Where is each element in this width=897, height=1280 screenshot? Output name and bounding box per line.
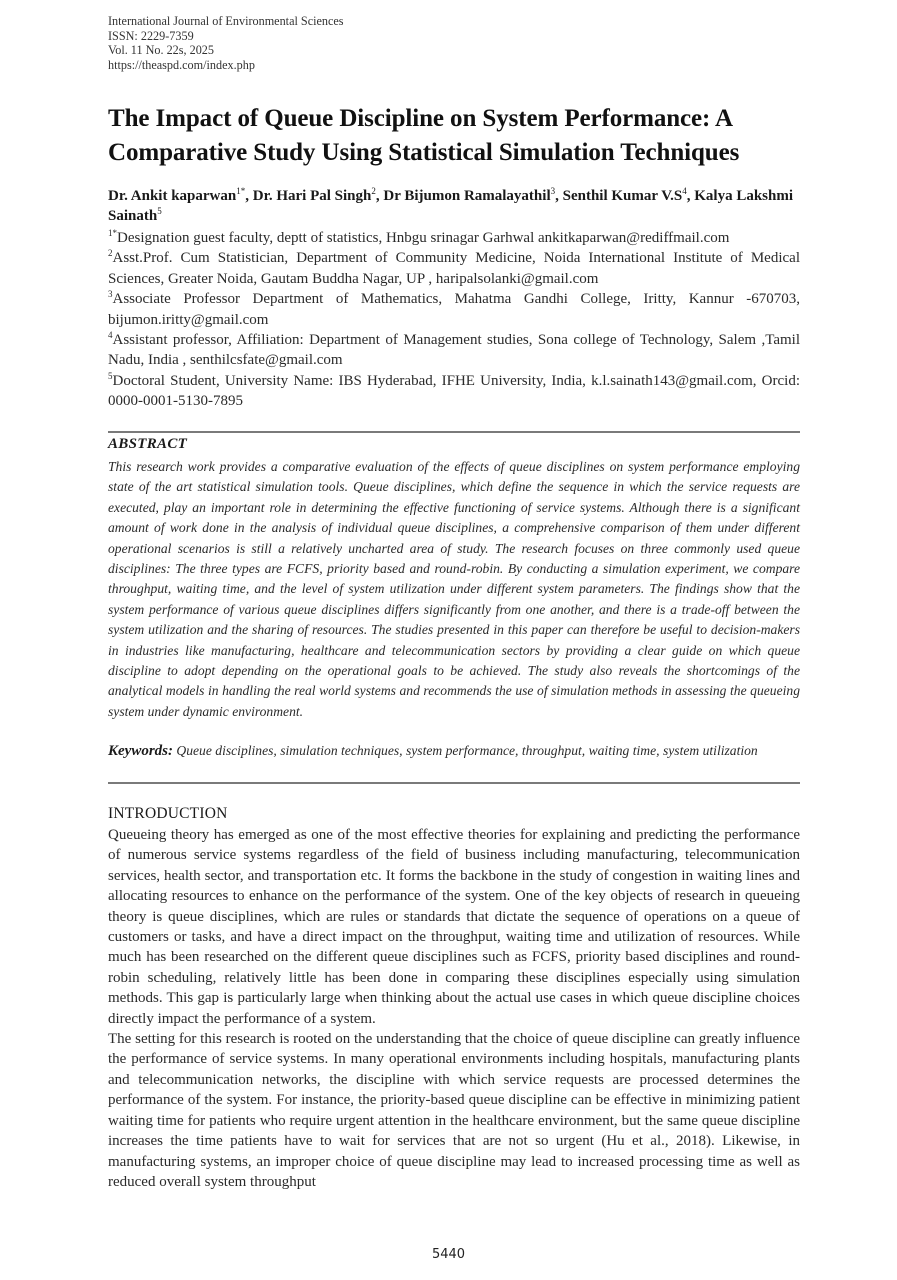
journal-volume: Vol. 11 No. 22s, 2025 bbox=[108, 43, 214, 58]
introduction-paragraph-2: The setting for this research is rooted on the understanding that the choice of queue discipline can greatly influence the performance of service systems. In many operational environments including hospitals, manufacturing plants and telecommunication networks, the discipline with which service requests are processed determines the performance of the system. For instance, the priority-based queue discipline can be effective in minimizing patient waiting time for patients who require urgent attention in the healthcare environment, but the same queue discipline increases the time patients have to wait for services that are not so urgent (Hu et al., 2018). Likewise, in manufacturing systems, an improper choice of queue discipline may lead to increased processing time as well as reduced overall system throughput bbox=[108, 1031, 800, 1190]
journal-issn: ISSN: 2229-7359 bbox=[108, 28, 194, 43]
keywords bbox=[108, 741, 800, 761]
journal-header bbox=[108, 14, 344, 72]
paper-title: The Impact of Queue Discipline on System Performance: A Comparative Study Using Statistical Simulation Techniques bbox=[108, 105, 740, 166]
journal-name: International Journal of Environmental Sciences bbox=[108, 14, 344, 28]
introduction-body bbox=[108, 825, 800, 1192]
affiliation-3: $^3$Associate Professor Department of Mathematics, Mahatma Gandhi College, Iritty, Kannur -670703, bijumon.iritty@gmail.com bbox=[108, 289, 800, 328]
author: Dr. Hari Pal Singh$^2$, bbox=[252, 186, 384, 204]
affiliation-1: $^{1*}$Designation guest faculty, deptt of statistics, Hnbgu srinagar Garhwal ankitkaparwan@rediffmail.com bbox=[108, 228, 730, 246]
author: Kalya Lakshmi Sainath$^5$ bbox=[108, 188, 794, 224]
keywords-label: Keywords: bbox=[108, 743, 173, 759]
affiliation-4: $^4$Assistant professor, Affiliation: Department of Management studies, Sona college of Technology, Salem ,Tamil Nadu, India , senthilcsfate@gmail.com bbox=[108, 330, 800, 369]
author: Senthil Kumar $V.S^4$, bbox=[562, 186, 695, 204]
affiliation-list bbox=[108, 228, 800, 412]
introduction-paragraph-1: Queueing theory has emerged as one of the most effective theories for explaining and predicting the performance of numerous service systems regardless of the field of business including manufacturing, telecommunication services, health sector, and transportation etc. It forms the backbone in the study of congestion in waiting lines and allocating resources to enhance on the performance of the system. One of the key objects of research in queueing theory is queue disciplines, which are rules or standards that dictate the sequence of operations on a queue of customers or tasks, and have a direct impact on the throughput, waiting time and utilization of resources. While much has been researched on the different queue disciplines such as FCFS, priority based disciplines and round-robin scheduling, relatively little has been done in comparing these disciplines especially using simulation methods. This gap is particularly large when thinking about the actual use cases in which queue discipline choices directly impact the performance of a system. bbox=[108, 827, 800, 1027]
journal-url[interactable]: https://theaspd.com/index.php bbox=[108, 57, 255, 72]
abstract-heading: ABSTRACT bbox=[108, 436, 188, 452]
abstract-text: This research work provides a comparative evaluation of the effects of queue disciplines on system performance employing state of the art statistical simulation tools. Queue disciplines, which define the sequence in which the service requests are executed, play an important role in determining the effective functioning of service systems. Although there is a significant amount of work done in the analysis of individual queue disciplines, a comprehensive comparison of them under different operational scenarios is still a relatively uncharted area of study. The research focuses on three commonly used queue disciplines: The three types are FCFS, priority based and round-robin. By conducting a simulation experiment, we compare throughput, waiting time, and the level of system utilization under different system parameters. The findings show that the system performance of various queue disciplines differs significantly from one another, and there is a trade-off between the system utilization and the sharing of resources. The studies presented in this paper can therefore be useful to decision-makers in industries like manufacturing, healthcare and telecommunication sectors by providing a clear guide on which queue discipline to adopt depending on the operational goals to be achieved. The study also reveals the shortcomings of the analytical models in handling the real world systems and recommends the use of simulation methods in assessing the queueing system under dynamic environment. bbox=[108, 459, 800, 719]
keywords-text: Queue disciplines, simulation techniques, system performance, throughput, waiting time, system utilization bbox=[176, 743, 758, 758]
abstract-top-divider bbox=[108, 431, 800, 433]
page-number: 5440 bbox=[431, 1247, 466, 1262]
author: Dr Bijumon Ramalayathil$^3$, bbox=[383, 186, 563, 204]
author: Dr. Ankit kaparwan$^{1*}$, bbox=[108, 186, 253, 204]
affiliation-5: $^5$Doctoral Student, University Name: IBS Hyderabad, IFHE University, India, k.l.sainath143@gmail.com, Orcid: 0000-0001-5130-7895 bbox=[108, 370, 800, 410]
abstract-bottom-divider bbox=[108, 782, 800, 784]
introduction-heading: INTRODUCTION bbox=[108, 805, 228, 822]
affiliation-2: $^2$Asst.Prof. Cum Statistician, Department of Community Medicine, Noida International Institute of Medical Sciences, Greater Noida, Gautam Buddha Nagar, UP , haripalsolanki@gmail.com bbox=[108, 248, 800, 287]
author-list bbox=[108, 186, 800, 226]
